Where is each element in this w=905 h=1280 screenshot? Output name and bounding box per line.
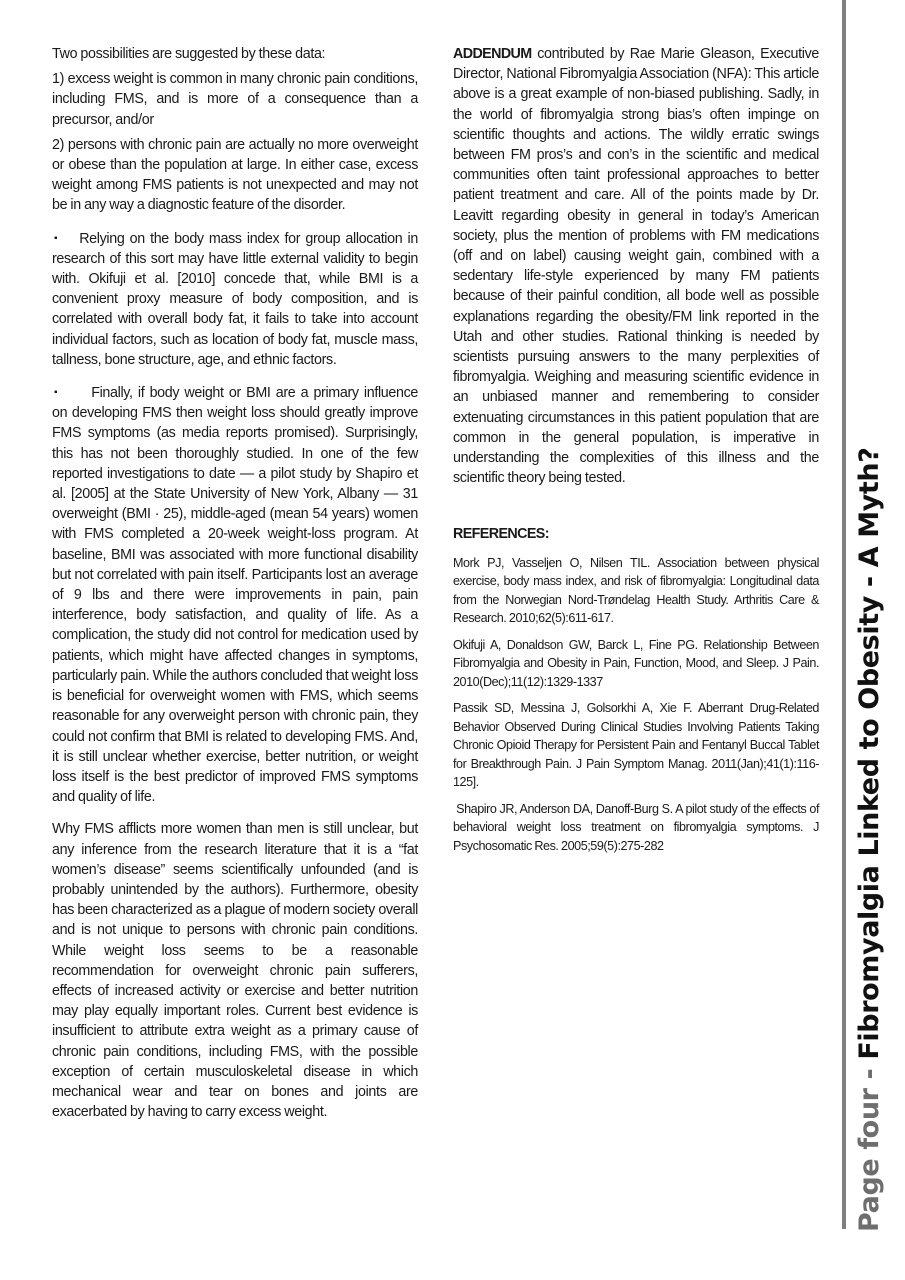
left-column xyxy=(52,44,418,1130)
page-number-label: Page four - xyxy=(854,1059,885,1232)
possibility-2-paragraph: 2) persons with chronic pain are actually no more overweight or obese than the population at large. In either case, excess weight among FMS patients is not unexpected and may not be in any way a diagnostic feature of the disorder. xyxy=(52,136,418,214)
square-bullet-icon: ▪ xyxy=(54,387,58,399)
addendum-paragraph xyxy=(453,44,819,488)
reference-item: Mork PJ, Vasseljen O, Nilsen TIL. Association between physical exercise, body mass index, and risk of fibromyalgia: Longitudinal data from the Norwegian Nord-Trøndelag Health Study. Arthritis Care & Research. 2010;62(5):611-617. xyxy=(453,555,819,626)
right-column xyxy=(453,44,819,863)
reference-item: Passik SD, Messina J, Golsorkhi A, Xie F. Aberrant Drug-Related Behavior Observed During Clinical Studies Involving Patients Taking Chronic Opioid Therapy for Persistent Pain and Fentanyl Buccal Tablet for Breakthrough Pain. J Pain Symptom Manag. 2011(Jan);41(1):116-125]. xyxy=(453,701,819,790)
reference-item: Shapiro JR, Anderson DA, Danoff-Burg S. A pilot study of the effects of behavioral weight loss treatment on fibromyalgia symptoms. J Psychosomatic Res. 2005;59(5):275-282 xyxy=(453,801,819,853)
possibility-1-paragraph: 1) excess weight is common in many chronic pain conditions, including FMS, and is more of a consequence than a precursor, and/or xyxy=(52,71,418,128)
bullet-paragraph-bmi xyxy=(52,229,418,370)
addendum-label: ADDENDUM xyxy=(453,46,532,62)
bullet-text-bmi: Relying on the body mass index for group allocation in research of this sort may have little external validity to begin with. Okifuji et al. [2010] concede that, while BMI is a convenient proxy measure of body composition, and is correlated with overall body fat, it fails to take into account individual factors, such as location of body fat, muscle mass, tallness, bone structure, age, and ethnic factors. xyxy=(52,230,418,368)
vertical-page-title xyxy=(853,448,887,1232)
article-title: Fibromyalgia Linked to Obesity - A Myth? xyxy=(854,447,885,1060)
references-list xyxy=(453,554,819,856)
intro-paragraph: Two possibilities are suggested by these data: xyxy=(52,46,326,62)
references-heading: REFERENCES: xyxy=(453,526,549,543)
reference-item: Okifuji A, Donaldson GW, Barck L, Fine PG. Relationship Between Fibromyalgia and Obesity in Pain, Function, Mood, and Sleep. J Pain. 2010(Dec);11(12):1329-1337 xyxy=(453,637,819,689)
sidebar-divider-rule xyxy=(842,0,846,1229)
closing-paragraph: Why FMS afflicts more women than men is still unclear, but any inference from the research literature that it is a “fat women’s disease” seems scientifically unfounded (and is probably unintended by the authors). Furthermore, obesity has been characterized as a plague of modern society overall and is not unique to persons with chronic pain conditions. While weight loss seems to be a reasonable recommendation for overweight chronic pain sufferers, effects of increased activity or exercise and better nutrition may play equally important roles. Current best evidence is insufficient to attribute extra weight as a primary cause of chronic pain conditions, including FMS, with the possible exception of certain musculoskeletal disease in which mechanical wear and tear on bones and joints are exacerbated by having to carry excess weight. xyxy=(52,821,418,1121)
addendum-text: contributed by Rae Marie Gleason, Executive Director, National Fibromyalgia Association (NFA): This article above is a great example of non-biased publishing. Sadly, in the world of fibromyalgia strong bias’s often impinge on scientific thoughts and actions. The wildly erratic swings between FM pros’s and con’s in the scientific and medical communities often taint professional approaches to better patient treatment and care. All of the points made by Dr. Leavitt regarding obesity in general in today’s American society, plus the mention of problems with FM medications (off and on label) causing weight gain, combined with a sedentary life-style experienced by many FM patients because of their painful condition, all bode well as possible explanations regarding the obesity/FM link reported in the Utah and other studies. Rational thinking is needed by scientists pursuing answers to the many perplexities of fibromyalgia. Weighing and measuring scientific evidence in an unbiased manner and remembering to consider extenuating circumstances in this patient population that are common in the general population, is imperative in understanding the complexities of this illness and the scientific theory being tested. xyxy=(453,46,819,487)
bullet-paragraph-weight-loss xyxy=(52,383,418,807)
bullet-text-weight-loss: Finally, if body weight or BMI are a primary influence on developing FMS then weight loss should greatly improve FMS symptoms (as media reports promised). Surprisingly, this has not been thoroughly studied. In one of the few reported investigations to date — a pilot study by Shapiro et al. [2005] at the State University of New York, Albany — 31 overweight (BMI · 25), middle-aged (mean 54 years) women with FMS completed a 20-week weight-loss program. At baseline, BMI was associated with more functional disability but not correlated with pain itself. Participants lost an average of 9 lbs and there were improvements in pain, pain interference, body satisfaction, and quality of life. As a complication, the study did not control for medication used by patients, which might have affected changes in symptoms, particularly pain. While the authors concluded that weight loss is beneficial for overweight women with FMS, which seems reasonable for any overweight person with chronic pain, they could not confirm that BMI is related to developing FMS. And, it is still unclear whether exercise, better nutrition, or weight loss itself is the best predictor of improved FMS symptoms and quality of life. xyxy=(52,385,418,806)
square-bullet-icon: ▪ xyxy=(54,232,58,244)
